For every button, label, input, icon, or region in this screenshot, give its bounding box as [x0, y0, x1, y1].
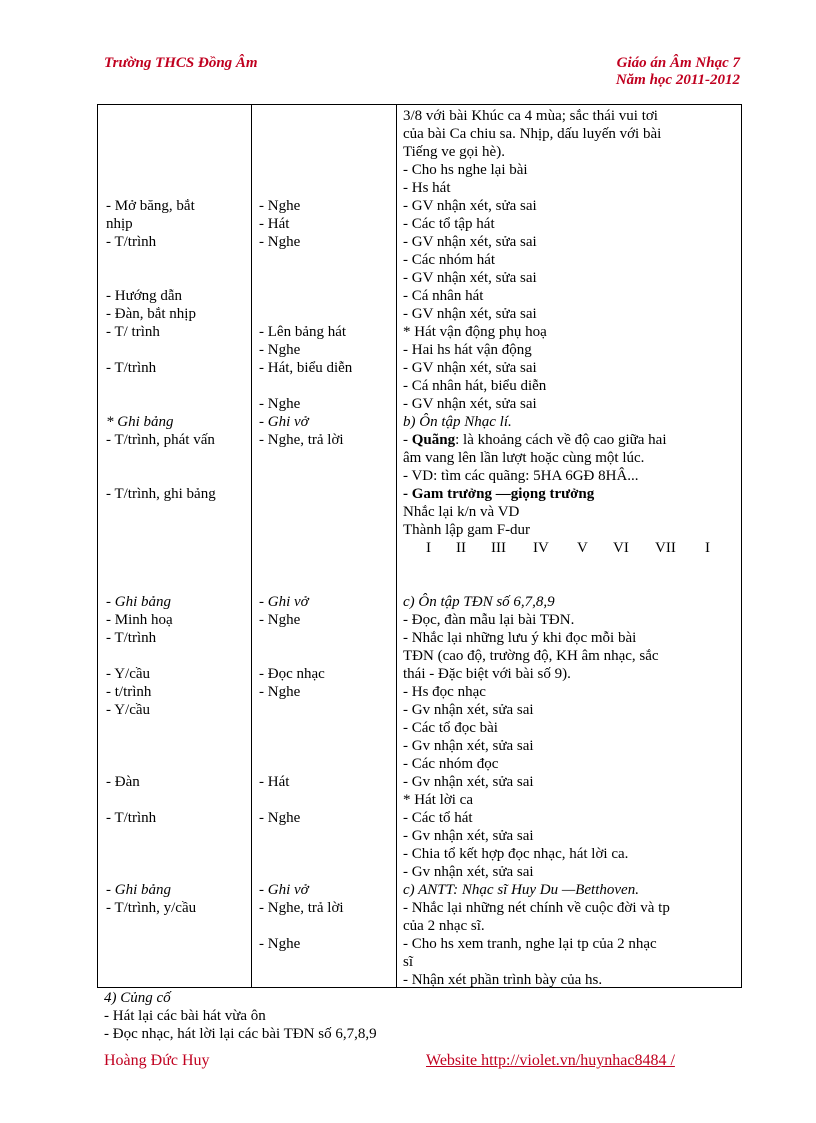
content-line: - Nhận xét phần trình bày của hs.	[403, 972, 603, 988]
header-title	[616, 55, 740, 89]
scale-degree: VII	[655, 540, 676, 556]
section-d-title: c) ANTT: Nhạc sĩ Huy Du —Betthoven.	[403, 882, 639, 898]
scale-degree: IV	[533, 540, 549, 556]
content-line: - Nhắc lại những nét chính về cuộc đời và tp	[403, 900, 670, 916]
content-line: thái - Đặc biệt với bài số 9).	[403, 666, 571, 682]
lesson-table	[97, 104, 742, 988]
content-line: - Cá nhân hát, biểu diễn	[403, 378, 547, 394]
table-cell: - T/trình, ghi bảng	[106, 486, 216, 502]
content-line: sĩ	[403, 954, 414, 970]
content-line: * Hát lời ca	[403, 792, 473, 808]
content-line: - Gv nhận xét, sửa sai	[403, 738, 534, 754]
scale-degree: II	[456, 540, 466, 556]
table-cell: - Nghe, trả lời	[259, 432, 344, 448]
table-cell: - Đàn, bắt nhịp	[106, 306, 196, 322]
content-line: - Hs hát	[403, 180, 451, 196]
content-line: - Các tổ hát	[403, 810, 473, 826]
consolidation-item: - Hát lại các bài hát vừa ôn	[104, 1008, 266, 1024]
scale-degree: I	[426, 540, 431, 556]
content-line: Nhắc lại k/n và VD	[403, 504, 520, 520]
content-line: - Hai hs hát vận động	[403, 342, 532, 358]
content-line: - GV nhận xét, sửa sai	[403, 270, 537, 286]
section-b-title: b) Ôn tập Nhạc lí.	[403, 414, 512, 430]
header-doc-title: Giáo án Âm Nhạc 7	[616, 55, 740, 71]
content-line: - Các tổ đọc bài	[403, 720, 498, 736]
header-school: Trường THCS Đồng Âm	[104, 55, 258, 71]
table-cell: * Ghi bảng	[106, 414, 174, 430]
student-activity-column	[251, 105, 397, 987]
content-line: - Các tổ tập hát	[403, 216, 495, 232]
content-line: - Gv nhận xét, sửa sai	[403, 864, 534, 880]
content-line: TĐN (cao độ, trường độ, KH âm nhạc, sắc	[403, 648, 659, 664]
content-line: Tiếng ve gọi hè).	[403, 144, 505, 160]
table-cell: - T/trình	[106, 360, 157, 376]
content-line: - Hs đọc nhạc	[403, 684, 486, 700]
content-line: - GV nhận xét, sửa sai	[403, 396, 537, 412]
table-cell: - t/trình	[106, 684, 152, 700]
teacher-activity-column	[98, 105, 252, 987]
table-cell: - T/trình	[106, 630, 157, 646]
table-cell: - Nghe	[259, 936, 301, 952]
table-cell: - T/trình	[106, 810, 157, 826]
table-cell: - T/trình, phát vấn	[106, 432, 215, 448]
content-line: - GV nhận xét, sửa sai	[403, 360, 537, 376]
table-cell: - Hướng dẫn	[106, 288, 183, 304]
content-line: - VD: tìm các quãng: 5HA 6GĐ 8HÂ...	[403, 468, 639, 484]
content-line: - Các nhóm hát	[403, 252, 496, 268]
consolidation-item: - Đọc nhạc, hát lời lại các bài TĐN số 6,7,8,9	[104, 1026, 377, 1042]
table-cell: - Nghe	[259, 612, 301, 628]
table-cell: - Nghe	[259, 198, 301, 214]
scale-degree: III	[491, 540, 506, 556]
table-cell: - Ghi vở	[259, 594, 309, 610]
table-cell: - Minh hoạ	[106, 612, 173, 628]
table-cell: - Lên bảng hát	[259, 324, 347, 340]
content-line: Thành lập gam F-dur	[403, 522, 531, 538]
content-line: - Gv nhận xét, sửa sai	[403, 774, 534, 790]
table-cell: - Nghe, trả lời	[259, 900, 344, 916]
scale-degree: VI	[613, 540, 629, 556]
table-cell: - Y/cầu	[106, 666, 151, 682]
content-line: - Đọc, đàn mẫu lại bài TĐN.	[403, 612, 575, 628]
table-cell: - Y/cầu	[106, 702, 151, 718]
table-cell: - T/ trình	[106, 324, 160, 340]
content-line: - GV nhận xét, sửa sai	[403, 234, 537, 250]
content-line: - Chia tổ kết hợp đọc nhạc, hát lời ca.	[403, 846, 629, 862]
content-line: của 2 nhạc sĩ.	[403, 918, 485, 934]
content-column	[396, 105, 741, 987]
table-cell: - Hát	[259, 216, 290, 232]
content-line: âm vang lên lần lượt hoặc cùng một lúc.	[403, 450, 645, 466]
table-cell: - Nghe	[259, 684, 301, 700]
content-line: - Nhắc lại những lưu ý khi đọc mỗi bài	[403, 630, 637, 646]
table-cell: - Hát	[259, 774, 290, 790]
content-line: - Gv nhận xét, sửa sai	[403, 702, 534, 718]
footer-website-link[interactable]: Website http://violet.vn/huynhac8484 /	[426, 1052, 675, 1069]
table-cell: - Mở băng, bắt	[106, 198, 195, 214]
section-c-title: c) Ôn tập TĐN số 6,7,8,9	[403, 594, 555, 610]
scale-degree: V	[577, 540, 588, 556]
table-cell: - Ghi bảng	[106, 882, 171, 898]
table-cell: - Ghi bảng	[106, 594, 171, 610]
table-cell: - Ghi vở	[259, 414, 309, 430]
content-line: - GV nhận xét, sửa sai	[403, 306, 537, 322]
content-line: - Các nhóm đọc	[403, 756, 499, 772]
content-line: - Cho hs nghe lại bài	[403, 162, 528, 178]
content-line: 3/8 với bài Khúc ca 4 mùa; sắc thái vui tơi	[403, 108, 658, 124]
table-cell: nhịp	[106, 216, 133, 232]
table-cell: - Nghe	[259, 396, 301, 412]
table-cell: - T/trình	[106, 234, 157, 250]
content-line: * Hát vận động phụ hoạ	[403, 324, 547, 340]
scale-degree: I	[705, 540, 710, 556]
content-line: của bài Ca chiu sa. Nhịp, dấu luyến với bài	[403, 126, 662, 142]
quang-term: Quãng	[411, 432, 456, 448]
content-line: - Gv nhận xét, sửa sai	[403, 828, 534, 844]
header-school-year: Năm học 2011-2012	[615, 72, 740, 88]
table-cell: - Ghi vở	[259, 882, 309, 898]
table-cell: - Đàn	[106, 774, 140, 790]
table-cell: - Hát, biểu diễn	[259, 360, 353, 376]
table-cell: - Nghe	[259, 342, 301, 358]
content-line: - GV nhận xét, sửa sai	[403, 198, 537, 214]
table-cell: - Nghe	[259, 234, 301, 250]
footer-author: Hoàng Đức Huy	[104, 1052, 210, 1069]
table-cell: - Nghe	[259, 810, 301, 826]
content-line: - Cho hs xem tranh, nghe lại tp của 2 nhạc	[403, 936, 657, 952]
consolidation-title: 4) Củng cố	[104, 990, 171, 1006]
table-cell: - T/trình, y/cầu	[106, 900, 197, 916]
content-line: - Quãng: là khoảng cách về độ cao giữa hai	[403, 432, 667, 448]
table-cell: - Đọc nhạc	[259, 666, 325, 682]
content-line: - Gam trưởng —giọng trưởng	[403, 486, 595, 502]
content-line: - Cá nhân hát	[403, 288, 484, 304]
